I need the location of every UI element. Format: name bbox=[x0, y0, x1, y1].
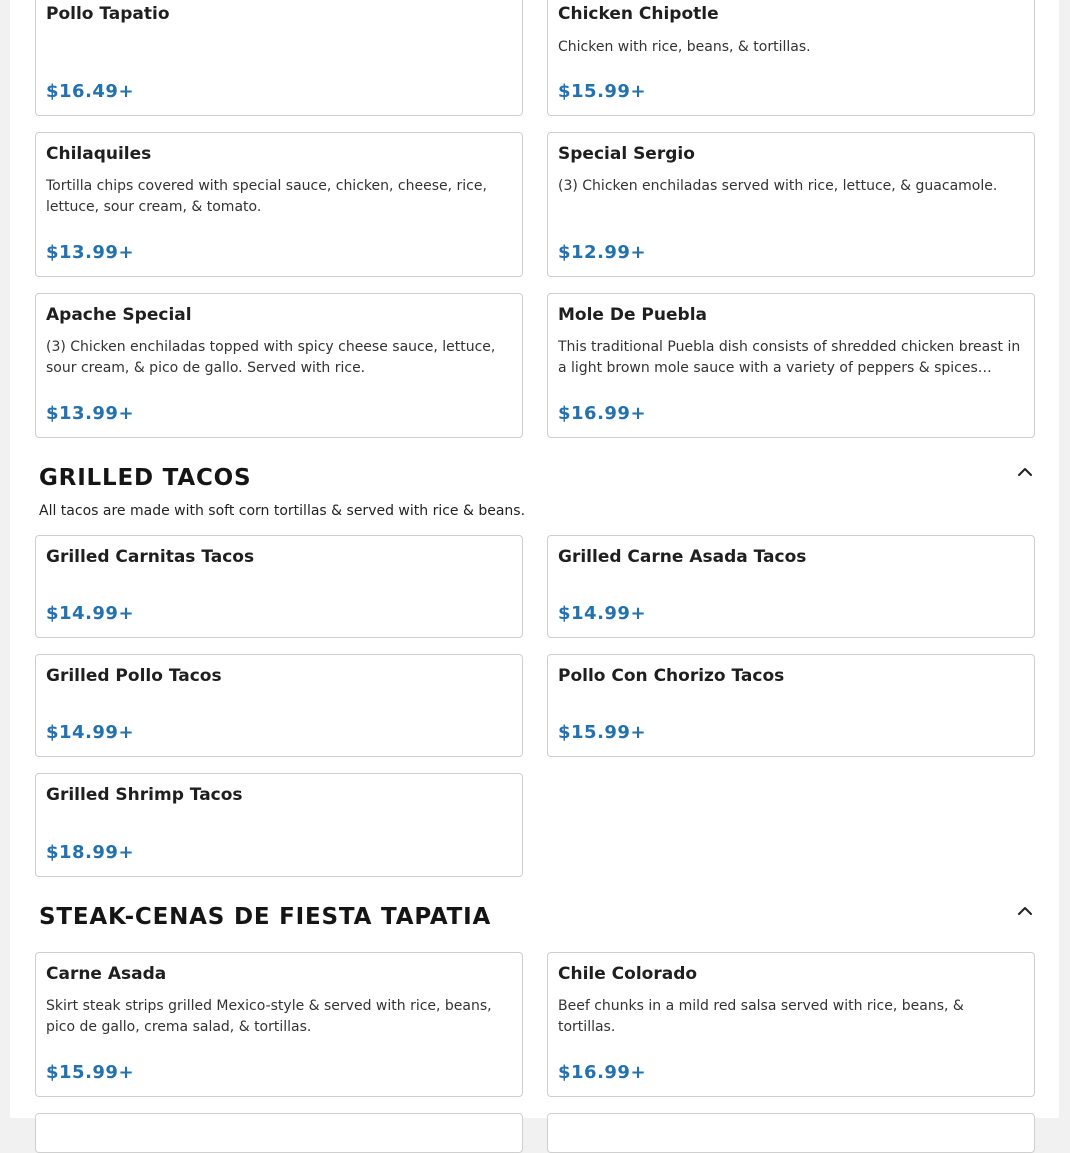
menu-item-card[interactable] bbox=[547, 654, 1035, 757]
menu-item-name: Chicken Chipotle bbox=[558, 4, 719, 24]
menu-item-name: Mole De Puebla bbox=[558, 305, 707, 325]
menu-item-price: $18.99+ bbox=[46, 842, 135, 863]
menu-item-name: Grilled Carnitas Tacos bbox=[46, 547, 255, 567]
menu-item-price: $15.99+ bbox=[46, 1062, 135, 1083]
menu-item-description: Skirt steak strips grilled Mexico-style & served with rice, beans, pico de gallo, crema salad, & tortillas. bbox=[46, 998, 492, 1035]
menu-item-price: $14.99+ bbox=[46, 722, 135, 743]
menu-item-card[interactable] bbox=[35, 773, 523, 877]
menu-item-price: $13.99+ bbox=[46, 242, 135, 263]
chevron-up-icon[interactable] bbox=[1015, 462, 1035, 482]
menu-item-name: Grilled Shrimp Tacos bbox=[46, 785, 243, 805]
menu-item-card[interactable] bbox=[35, 293, 523, 438]
menu-item-card[interactable] bbox=[547, 1113, 1035, 1153]
menu-item-card[interactable] bbox=[547, 132, 1035, 277]
menu-item-price: $14.99+ bbox=[558, 603, 647, 624]
menu-item-name: Grilled Carne Asada Tacos bbox=[558, 547, 807, 567]
menu-item-price: $16.99+ bbox=[558, 403, 647, 424]
menu-item-card[interactable] bbox=[35, 1113, 523, 1153]
menu-item-description: This traditional Puebla dish consists of shredded chicken breast in a light brown mole sauce with a variety of peppers & spices… bbox=[558, 339, 1021, 376]
menu-item-description: Beef chunks in a mild red salsa served with rice, beans, & tortillas. bbox=[558, 998, 964, 1035]
section-description: All tacos are made with soft corn tortillas & served with rice & beans. bbox=[39, 503, 526, 519]
menu-item-name: Special Sergio bbox=[558, 144, 695, 164]
menu-item-name: Grilled Pollo Tacos bbox=[46, 666, 222, 686]
menu-item-name: Chilaquiles bbox=[46, 144, 152, 164]
menu-item-name: Apache Special bbox=[46, 305, 192, 325]
menu-item-price: $16.99+ bbox=[558, 1062, 647, 1083]
menu-item-description: (3) Chicken enchiladas topped with spicy cheese sauce, lettuce, sour cream, & pico de gallo. Served with rice. bbox=[46, 339, 496, 376]
menu-page bbox=[10, 0, 1059, 1118]
menu-item-price: $16.49+ bbox=[46, 81, 135, 102]
menu-item-description: (3) Chicken enchiladas served with rice, lettuce, & guacamole. bbox=[558, 178, 998, 194]
menu-item-price: $12.99+ bbox=[558, 242, 647, 263]
section-title: GRILLED TACOS bbox=[39, 465, 252, 491]
section-title: STEAK-CENAS DE FIESTA TAPATIA bbox=[39, 904, 492, 930]
menu-item-card[interactable] bbox=[547, 293, 1035, 438]
menu-item-card[interactable] bbox=[547, 535, 1035, 638]
menu-item-card[interactable] bbox=[35, 535, 523, 638]
menu-item-name: Chile Colorado bbox=[558, 964, 698, 984]
menu-item-card[interactable] bbox=[35, 0, 523, 116]
menu-item-card[interactable] bbox=[35, 654, 523, 757]
menu-item-price: $14.99+ bbox=[46, 603, 135, 624]
menu-item-name: Pollo Tapatio bbox=[46, 4, 170, 24]
menu-item-description: Chicken with rice, beans, & tortillas. bbox=[558, 39, 811, 55]
menu-item-card[interactable] bbox=[35, 132, 523, 277]
menu-item-card[interactable] bbox=[547, 0, 1035, 116]
chevron-up-icon[interactable] bbox=[1015, 901, 1035, 921]
menu-item-price: $13.99+ bbox=[46, 403, 135, 424]
menu-item-description: Tortilla chips covered with special sauce, chicken, cheese, rice, lettuce, sour cream, & tomato. bbox=[46, 178, 487, 215]
menu-item-price: $15.99+ bbox=[558, 722, 647, 743]
menu-item-price: $15.99+ bbox=[558, 81, 647, 102]
menu-item-card[interactable] bbox=[547, 952, 1035, 1097]
menu-item-name: Carne Asada bbox=[46, 964, 167, 984]
menu-item-name: Pollo Con Chorizo Tacos bbox=[558, 666, 785, 686]
menu-item-card[interactable] bbox=[35, 952, 523, 1097]
